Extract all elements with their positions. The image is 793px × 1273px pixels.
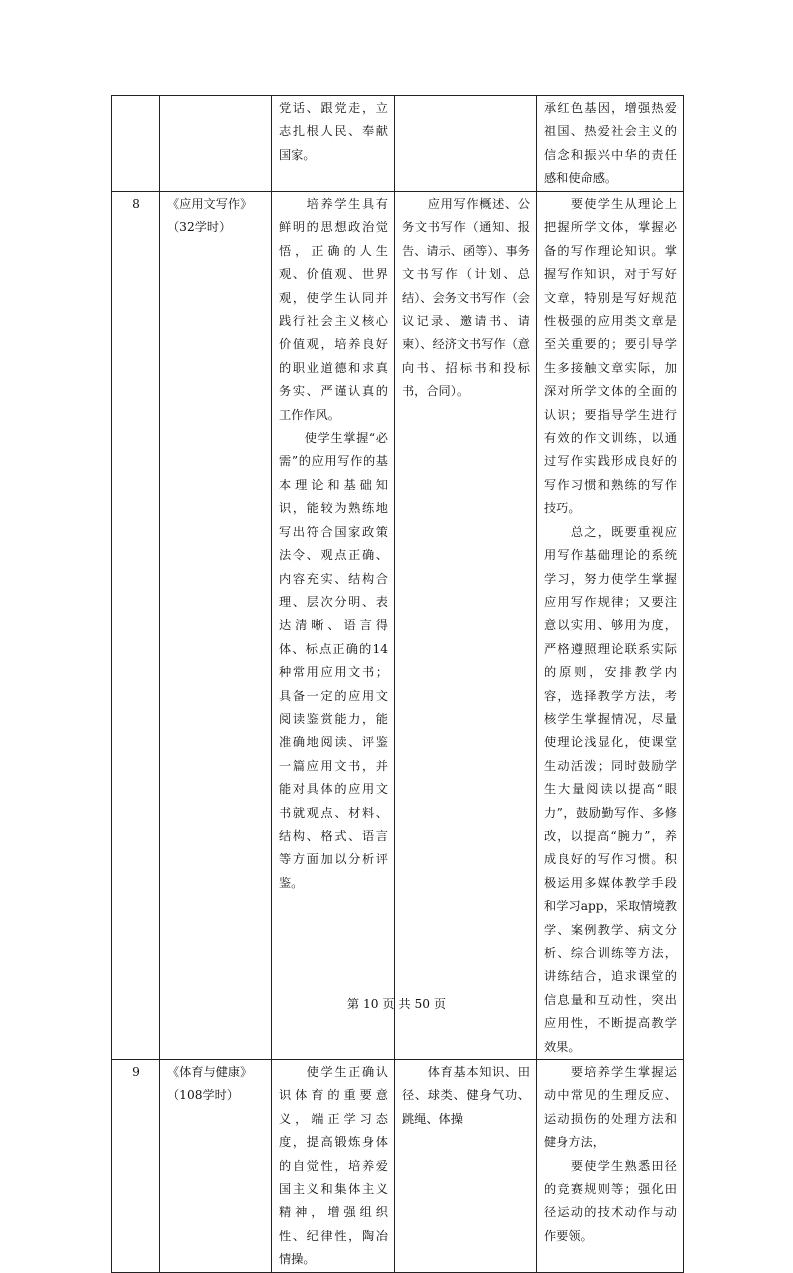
course-objective-cell: 使学生正确认识体育的重要意义，端正学习态度，提高锻炼身体的自觉性，培养爱国主义和集体主义精神，增强组织性、纪律性，陶冶情操。 xyxy=(272,1060,395,1273)
course-content-cell: 应用写作概述、公务文书写作（通知、报告、请示、函等）、事务文书写作（计划、总结）、会务文书写作（会议记录、邀请书、请柬）、经济文书写作（意向书、招标书和投标书，合同）。 xyxy=(395,192,537,1060)
course-number-cell xyxy=(112,96,160,192)
course-requirement-cell: 要培养学生掌握运动中常见的生理反应、运动损伤的处理方法和健身方法， 要使学生熟悉田径的竞赛规则等；强化田径运动的技术动作与动作要领。 xyxy=(537,1060,684,1273)
page-footer: 第 10 页 共 50 页 xyxy=(346,997,447,1011)
course-requirement-cell: 承红色基因，增强热爱祖国、热爱社会主义的信念和振兴中华的责任感和使命感。 xyxy=(537,96,684,192)
table-row xyxy=(112,192,684,1060)
course-name-cell xyxy=(160,96,272,192)
course-table xyxy=(111,95,684,1273)
course-name-cell: 《应用文写作》（32学时） xyxy=(160,192,272,1060)
course-number-cell: 8 xyxy=(112,192,160,1060)
course-content-cell xyxy=(395,96,537,192)
course-name-cell: 《体育与健康》（108学时） xyxy=(160,1060,272,1273)
table-row xyxy=(112,96,684,192)
course-content-cell: 体育基本知识、田径、球类、健身气功、跳绳、体操 xyxy=(395,1060,537,1273)
course-objective-cell: 党话、跟党走，立志扎根人民、奉献国家。 xyxy=(272,96,395,192)
table-row xyxy=(112,1060,684,1273)
course-objective-cell: 培养学生具有鲜明的思想政治觉悟，正确的人生观、价值观、世界观，使学生认同并践行社会主义核心价值观，培养良好的职业道德和求真务实、严谨认真的工作作风。 使学生掌握“必需”的应用写作的基本理论和基础知识，能较为熟练地写出符合国家政策法令、观点正确、内容充实、结构合理、层次分明、表达清晰、语言得体、标点正确的14种常用应用文书；具备一定的应用文阅读鉴赏能力，能准确地阅读、评鉴一篇应用文书，并能对具体的应用文书就观点、材料、结构、格式、语言等方面加以分析评鉴。 xyxy=(272,192,395,1060)
course-number-cell: 9 xyxy=(112,1060,160,1273)
course-requirement-cell: 要使学生从理论上把握所学文体，掌握必备的写作理论知识。掌握写作知识，对于写好文章，特别是写好规范性极强的应用类文章是至关重要的；要引导学生多接触文章实际，加深对所学文体的全面的认识；要指导学生进行有效的作文训练，以通过写作实践形成良好的写作习惯和熟练的写作技巧。 总之，既要重视应用写作基础理论的系统学习，努力使学生掌握应用写作规律；又要注意以实用、够用为度，严格遵照理论联系实际的原则，安排教学内容，选择教学方法，考核学生掌握情况，尽量使理论浅显化，使课堂生动活泼；同时鼓励学生大量阅读以提高“眼力”，鼓励勤写作、多修改，以提高“腕力”，养成良好的写作习惯。积极运用多媒体教学手段和学习app，采取情境教学、案例教学、病文分析、综合训练等方法，讲练结合，追求课堂的信息量和互动性，突出应用性，不断提高教学效果。 xyxy=(537,192,684,1060)
